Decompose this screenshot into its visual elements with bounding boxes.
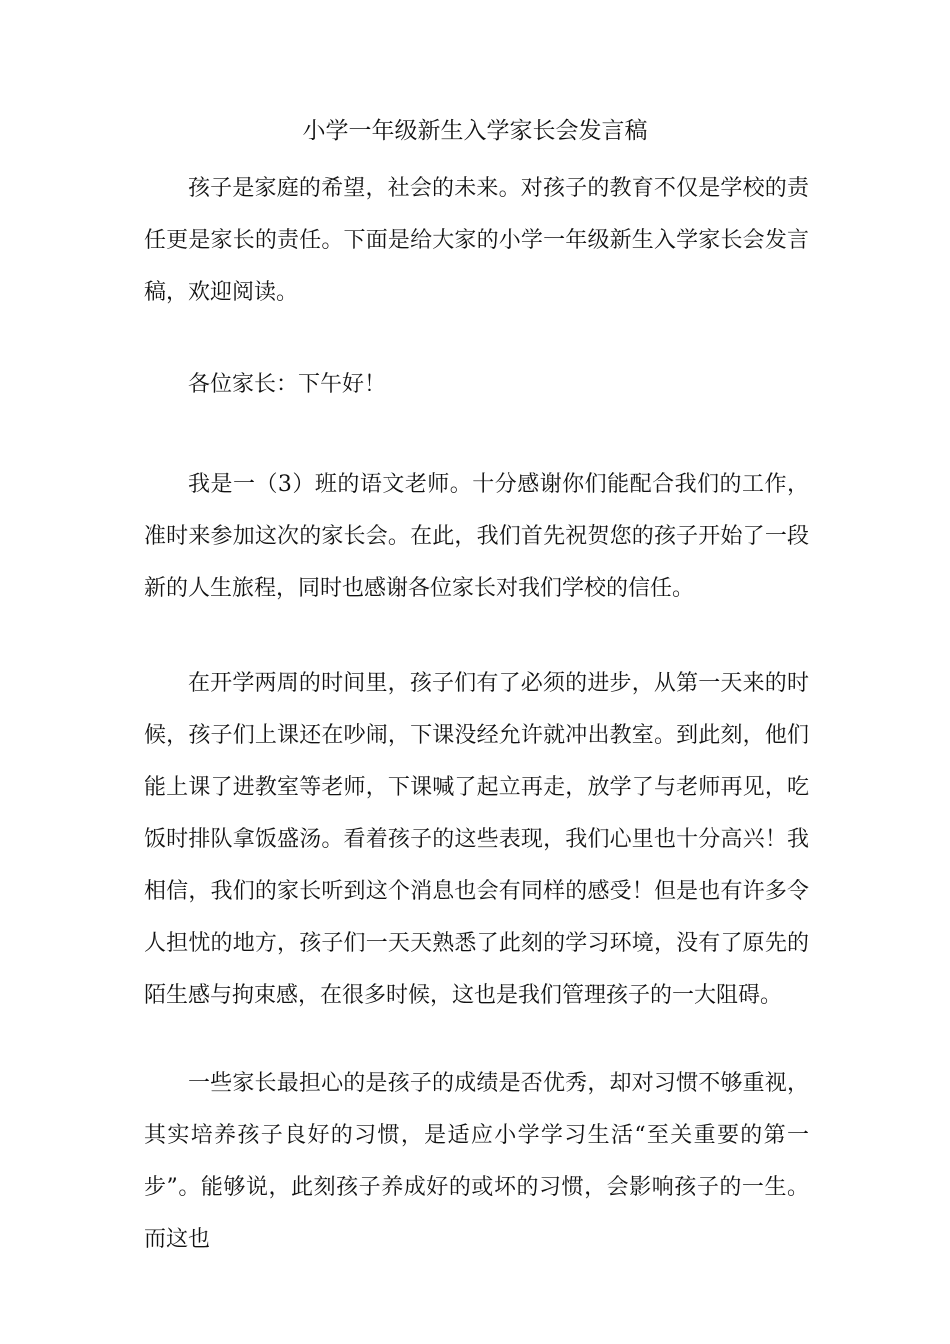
document-title: 小学一年级新生入学家长会发言稿 xyxy=(302,118,648,144)
paragraph-intro: 孩子是家庭的希望，社会的未来。对孩子的教育不仅是学校的责任更是家长的责任。下面是给大家的小学一年级新生入学家长会发言稿，欢迎阅读。 xyxy=(144,176,809,305)
paragraph-progress: 在开学两周的时间里，孩子们有了必须的进步，从第一天来的时候，孩子们上课还在吵闹，下课没经允许就冲出教室。到此刻，他们能上课了进教室等老师，下课喊了起立再走，放学了与老师再见，吃饭时排队拿饭盛汤。看着孩子的这些表现，我们心里也十分高兴！我相信，我们的家长听到这个消息也会有同样的感受！但是也有许多令人担忧的地方，孩子们一天天熟悉了此刻的学习环境，没有了原先的陌生感与拘束感，在很多时候，这也是我们管理孩子的一大阻碍。 xyxy=(144,671,809,1008)
paragraph-greeting: 各位家长：下午好！ xyxy=(188,372,387,397)
paragraph-habits: 一些家长最担心的是孩子的成绩是否优秀，却对习惯不够重视，其实培养孩子良好的习惯，是适应小学学习生活“至关重要的第一步”。能够说，此刻孩子养成好的或坏的习惯，会影响孩子的一生。而这也 xyxy=(144,1071,809,1252)
paragraph-self-introduction: 我是一（3）班的语文老师。十分感谢你们能配合我们的工作，准时来参加这次的家长会。在此，我们首先祝贺您的孩子开始了一段新的人生旅程，同时也感谢各位家长对我们学校的信任。 xyxy=(144,472,809,601)
